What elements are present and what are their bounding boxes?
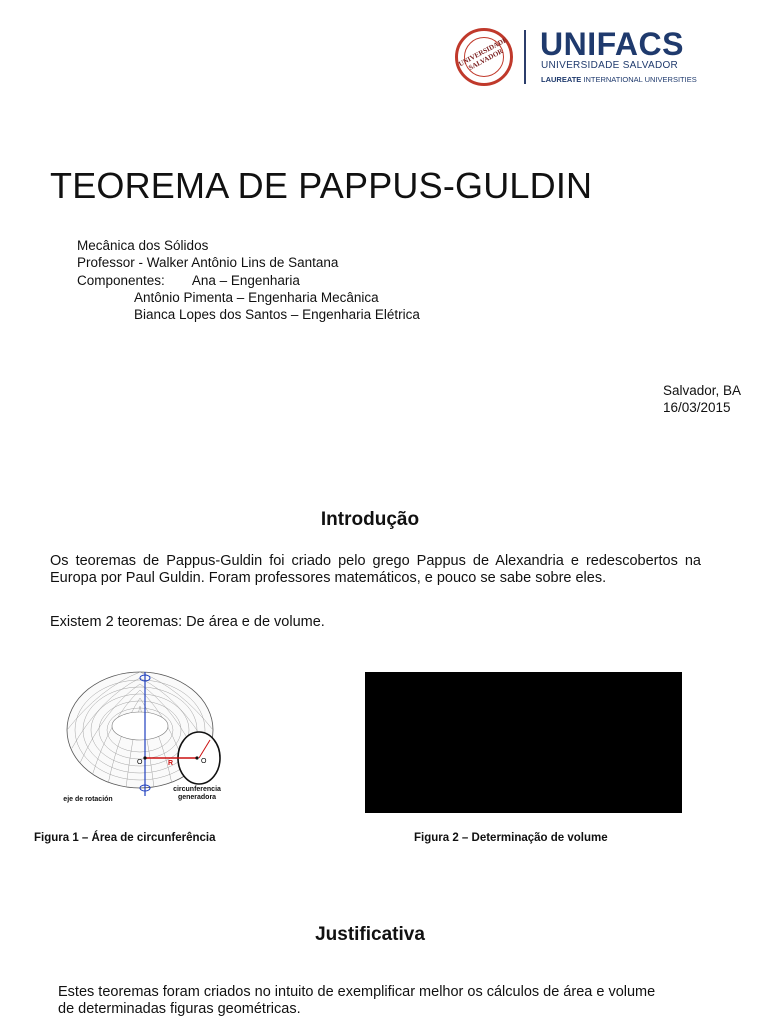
figure-1-caption: Figura 1 – Área de circunferência [34, 832, 216, 844]
university-seal-icon [455, 28, 513, 86]
figure-2-caption: Figura 2 – Determinação de volume [414, 832, 608, 844]
intro-paragraph-2: Existem 2 teoremas: De área e de volume. [50, 614, 325, 630]
label-o-left: O [137, 759, 143, 766]
date: 16/03/2015 [663, 400, 731, 415]
city: Salvador, BA [663, 383, 742, 398]
member-1: Ana – Engenharia [191, 272, 300, 288]
place-date [663, 382, 741, 416]
member-2: Antônio Pimenta – Engenharia Mecânica [134, 289, 379, 305]
label-o-right: O [201, 758, 207, 765]
professor-line: Professor - Walker Antônio Lins de Santana [77, 255, 339, 271]
figure-2-image [365, 672, 682, 813]
heading-justificativa: Justificativa [315, 924, 425, 945]
brand-subtitle: UNIVERSIDADE SALVADOR [541, 60, 679, 71]
label-generating-circle: circunferencia generadora [173, 786, 221, 801]
components-label: Componentes: [77, 272, 165, 288]
label-r: R [168, 760, 174, 767]
label-axis: eje de rotación [63, 796, 113, 803]
author-block [77, 237, 420, 323]
brand-laureate [541, 75, 697, 84]
brand-name: UNIFACS [540, 26, 684, 62]
document-title: TEOREMA DE PAPPUS-GULDIN [50, 165, 593, 206]
course-line: Mecânica dos Sólidos [77, 238, 209, 253]
logo-divider [524, 30, 526, 84]
heading-introducao: Introdução [320, 509, 420, 530]
laureate-rest: INTERNATIONAL UNIVERSITIES [581, 75, 697, 84]
intro-paragraph: Os teoremas de Pappus-Guldin foi criado pelo grego Pappus de Alexandria e redescobertos na Europa por Paul Guldin. Foram professores matemáticos, e pouco se sabe sobre eles. [50, 553, 701, 586]
member-3: Bianca Lopes dos Santos – Engenharia Elétrica [134, 307, 420, 323]
laureate-bold: LAUREATE [541, 75, 582, 84]
justificativa-paragraph: Estes teoremas foram criados no intuito de exemplificar melhor os cálculos de área e volume de determinadas figuras geométricas. [58, 984, 656, 1017]
components-line [77, 272, 420, 289]
seal-text: UNIVERSIDADE SALVADOR [457, 35, 509, 72]
